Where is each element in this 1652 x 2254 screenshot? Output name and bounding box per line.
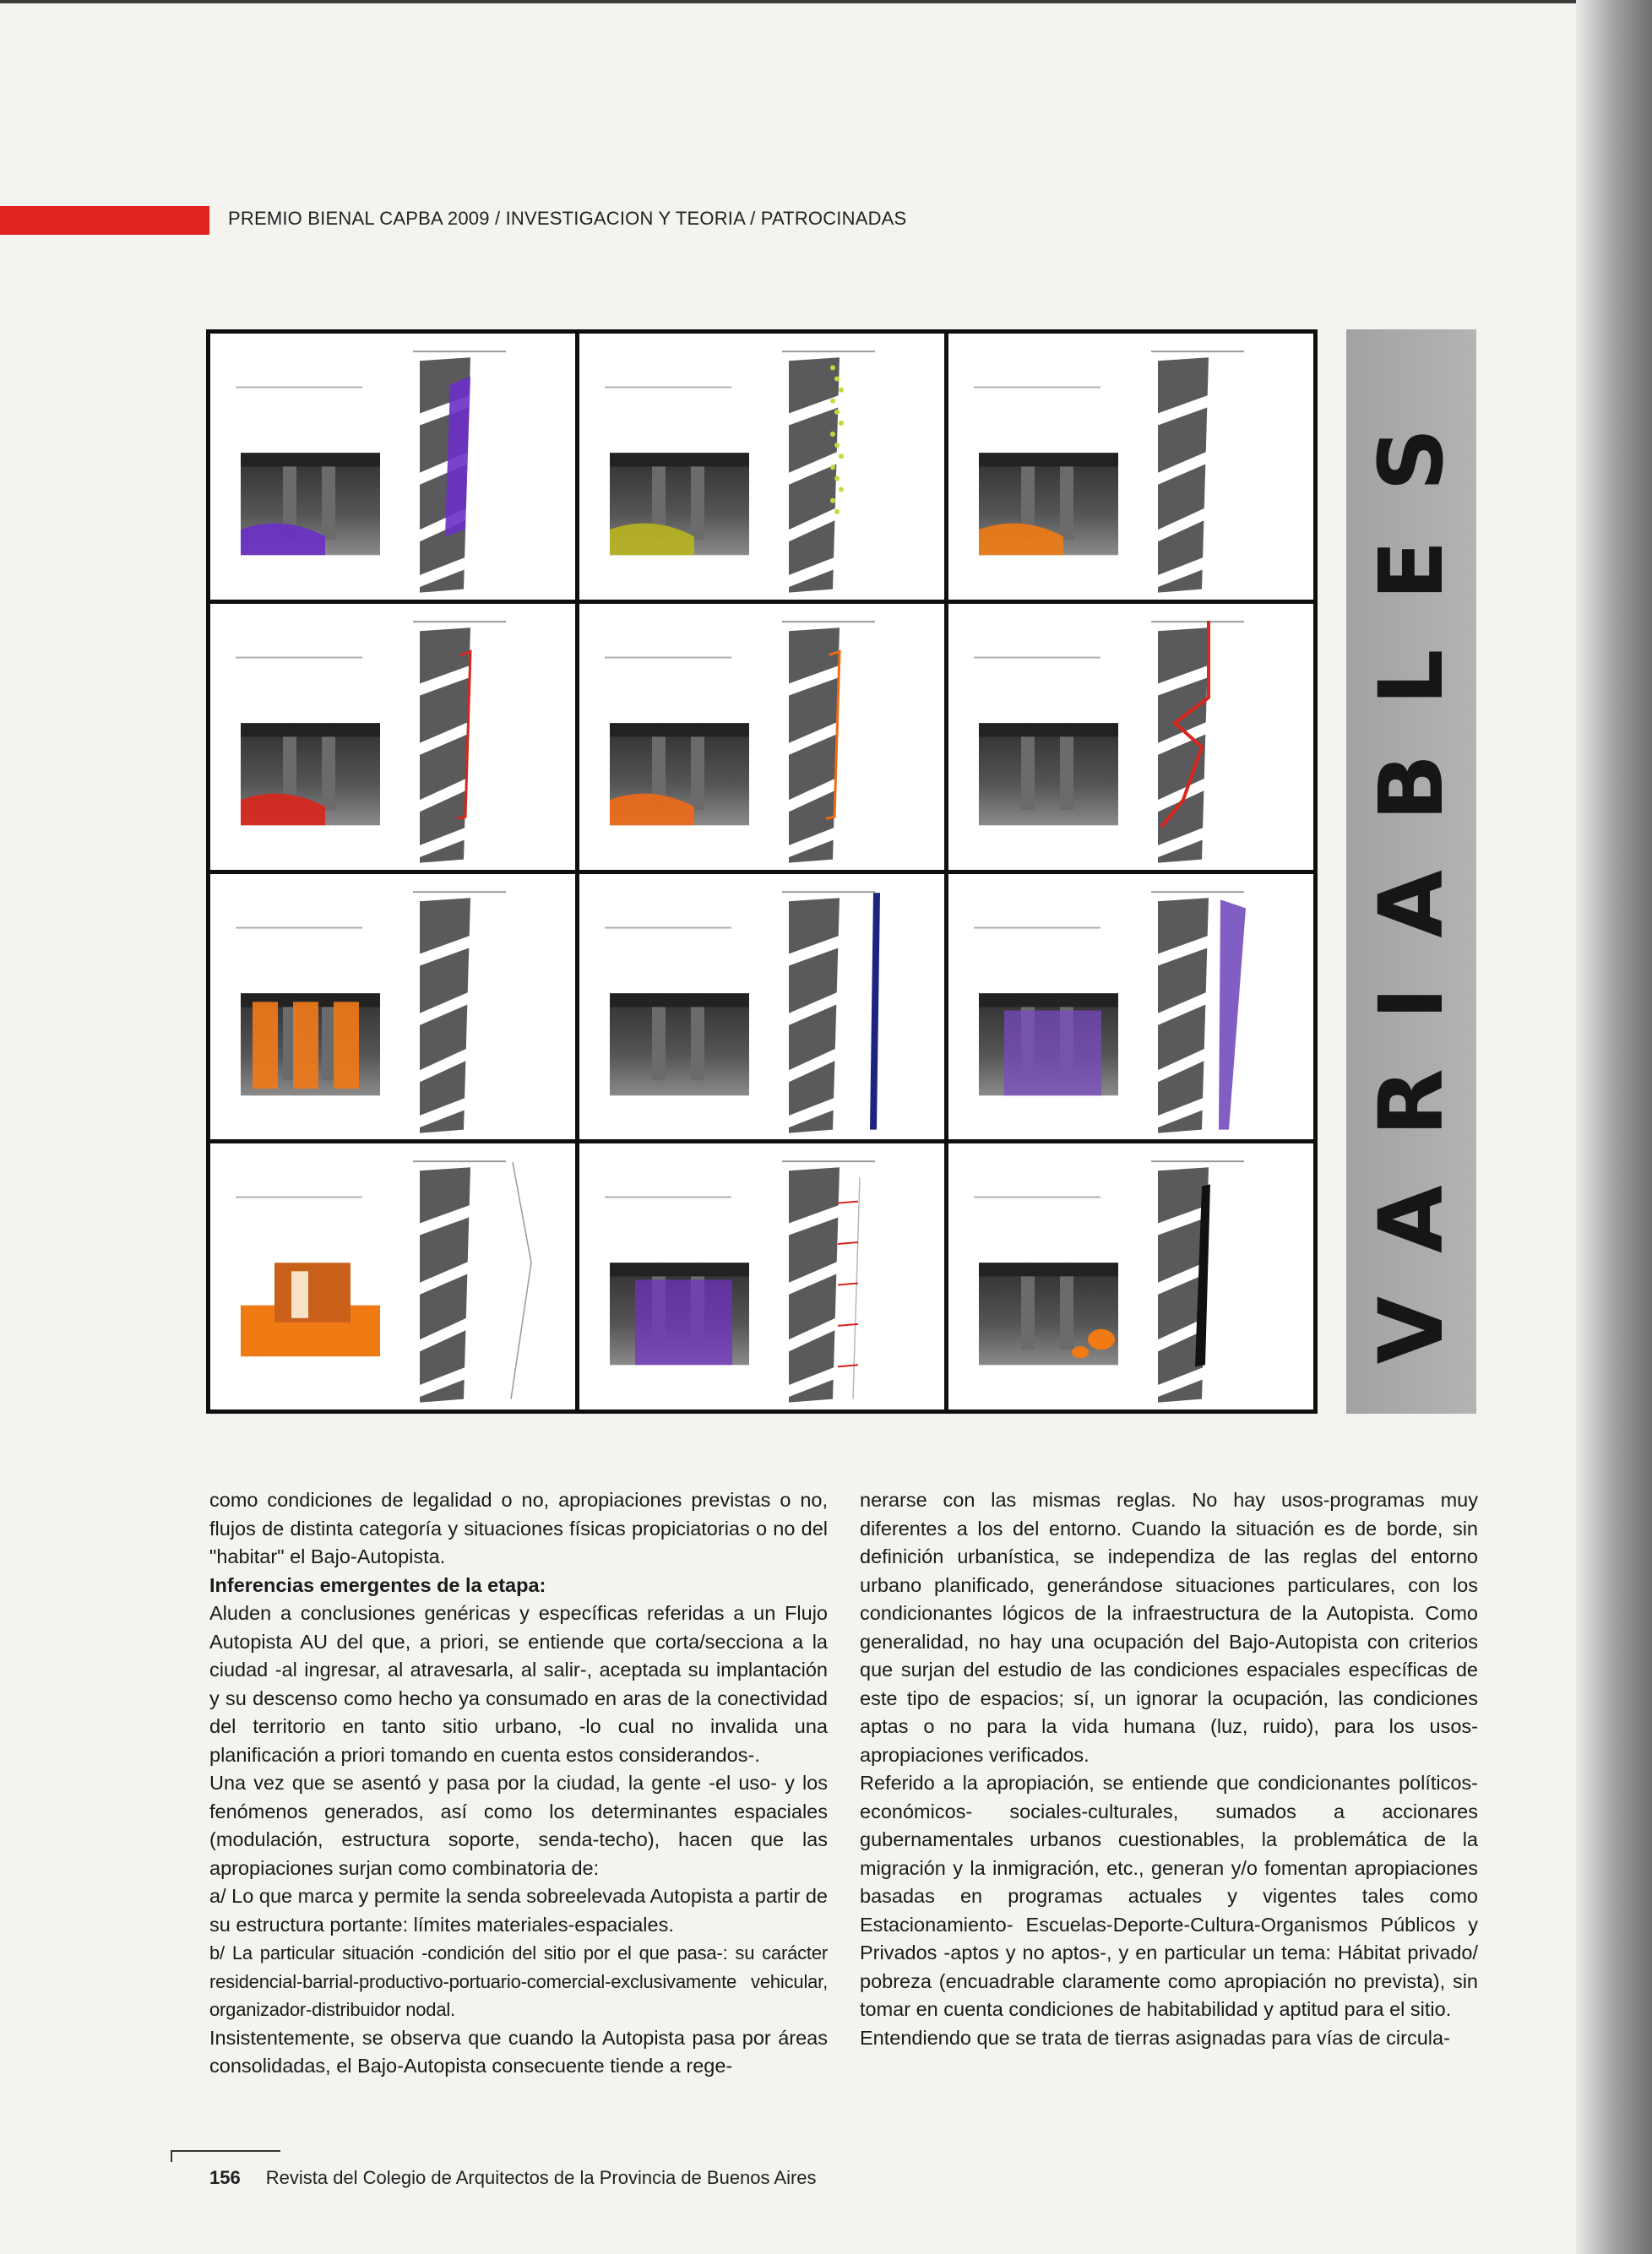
caption-line	[605, 1197, 731, 1198]
page-gutter-shadow	[1576, 0, 1652, 2254]
photo-deck	[979, 993, 1118, 1007]
caption-line	[1151, 1160, 1244, 1162]
underpass-photo	[979, 723, 1118, 825]
caption-line	[1151, 621, 1244, 622]
page-top-edge	[0, 0, 1652, 3]
variable-panel	[210, 874, 575, 1140]
caption-line	[413, 350, 506, 352]
variable-panel	[210, 604, 575, 870]
underpass-photo	[979, 1263, 1118, 1365]
caption-line	[236, 387, 362, 388]
photo-deck	[610, 453, 749, 466]
publication-name: Revista del Colegio de Arquitectos de la Provincia de Buenos Aires	[265, 2167, 817, 2188]
diagram-dot	[830, 498, 835, 503]
body-paragraph: Entendiendo que se trata de tierras asignadas para vías de circula-	[860, 2026, 1450, 2049]
diagram-dot	[834, 443, 840, 448]
caption-line	[413, 621, 506, 622]
photo-deck	[979, 723, 1118, 736]
body-paragraph: nerarse con las mismas reglas. No hay usos-programas muy diferentes a los del entorno. Cuando la situación es de borde, sin definición urbanística, se independiza de las reglas del entorno urbano planificado, generándose situaciones particulares, con los condicionantes lógicos de la infraestructura de la Autopista. Como generalidad, no hay una ocupación del Bajo-Autopista con criterios que surjan del estudio de las condiciones espaciales específicas de este tipo de espacios; sí, un ignorar la ocupación, las condiciones aptas o no para la vida humana (luz, ruido), para los usos-apropiaciones verificados.	[860, 1489, 1478, 1766]
underpass-photo	[610, 993, 749, 1095]
render-opening	[291, 1272, 308, 1318]
diagram-dot	[834, 475, 840, 481]
section-color-bar	[0, 206, 209, 235]
body-paragraph: Una vez que se asentó y pasa por la ciudad, la gente -el uso- y los fenómenos generados, así como los determinantes espaciales (modulación, estructura soporte, senda-techo), hacen que las apropiaciones surjan como combinatoria de:	[209, 1772, 828, 1879]
caption-line	[1151, 350, 1244, 352]
caption-line	[974, 1197, 1100, 1198]
appropriation-overlay	[635, 1280, 732, 1366]
diagram-highlight	[870, 893, 880, 1129]
footer-tick	[171, 2150, 172, 2162]
body-paragraph: Referido a la apropiación, se entiende que condicionantes políticos-económicos- sociales-culturales, sumados a accionares gubernamentales urbanos cuestionables, la problemática de la migración y la inmigración, etc., generan y/o fomentan apropiaciones basadas en programas actuales y vigentes tales como Estacionamiento- Escuelas-Deporte-Cultura-Organismos Públicos y Privados -aptos y no aptos-, y en particular un tema: Hábitat privado/ pobreza (encuadrable claramente como apropiación no prevista), sin tomar en cuenta condiciones de habitabilidad y aptitud para el sitio.	[860, 1772, 1478, 2020]
caption-line	[1151, 891, 1244, 893]
variable-panel	[948, 604, 1313, 870]
body-paragraph: como condiciones de legalidad o no, apropiaciones previstas o no, flujos de distinta categoría y situaciones físicas propiciatorias o no del "habitar" el Bajo-Autopista.	[209, 1489, 828, 1567]
caption-line	[782, 891, 875, 893]
body-paragraph: b/ La particular situación -condición del sitio por el que pasa-: su carácter residencial-barrial-productivo-portuario-comercial-exclusivamente vehicular, organizador-distribuidor nodal.	[209, 1942, 828, 2020]
variable-panel	[948, 1143, 1313, 1409]
variable-panel	[948, 334, 1313, 600]
caption-line	[974, 926, 1100, 928]
diagram-dot	[839, 487, 844, 492]
caption-line	[413, 1160, 506, 1162]
page-footer	[209, 2167, 817, 2189]
appropriation-overlay	[1004, 1010, 1101, 1095]
appropriation-overlay	[253, 1002, 278, 1089]
body-column-right	[860, 1486, 1478, 2052]
diagram-dot	[834, 376, 840, 381]
body-column-left	[209, 1486, 828, 2081]
diagram-dot	[834, 509, 840, 514]
variable-panel	[210, 334, 575, 600]
variables-figure-grid	[206, 329, 1318, 1414]
page-number: 156	[209, 2167, 241, 2188]
appropriation-overlay	[334, 1002, 359, 1089]
diagram-highlight	[1219, 899, 1246, 1129]
caption-line	[236, 926, 362, 928]
variable-panel	[210, 1143, 575, 1409]
diagram-rung	[838, 1202, 858, 1203]
body-paragraph: Aluden a conclusiones genéricas y específicas referidas a un Flujo Autopista AU del que, a priori, se entiende que corta/secciona a la ciudad -al ingresar, al atravesarla, al salir-, aceptada su implantación y su descenso como hecho ya consumado en aras de la conectividad del territorio en tanto sitio urbano, -lo cual no invalida una planificación a priori tomando en cuenta estos considerandos-.	[209, 1602, 828, 1766]
photo-deck	[610, 993, 749, 1007]
diagram-dot	[834, 410, 840, 415]
photo-deck	[979, 1263, 1118, 1276]
render-block	[274, 1263, 351, 1323]
caption-line	[236, 656, 362, 658]
footer-rule	[171, 2150, 280, 2152]
section-heading: Inferencias emergentes de la etapa:	[209, 1573, 546, 1596]
diagram-dot	[830, 365, 835, 370]
diagram-highlight	[511, 1162, 531, 1399]
caption-line	[782, 1160, 875, 1162]
photo-deck	[979, 453, 1118, 466]
appropriation-overlay	[1072, 1346, 1089, 1358]
variable-panel	[579, 874, 944, 1140]
sidebar-title-band	[1346, 329, 1476, 1414]
body-paragraph: Insistentemente, se observa que cuando la Autopista pasa por áreas consolidadas, el Bajo-Autopista consecuente tiende a rege-	[209, 2026, 828, 2077]
photo-deck	[610, 723, 749, 736]
diagram-dot	[839, 421, 844, 426]
caption-line	[413, 891, 506, 893]
variable-panel	[579, 604, 944, 870]
diagram-rung	[838, 1242, 858, 1244]
appropriation-overlay	[1088, 1329, 1115, 1350]
caption-line	[605, 926, 731, 928]
caption-line	[605, 387, 731, 388]
diagram-dot	[830, 399, 835, 404]
photo-deck	[241, 723, 380, 736]
variable-panel	[948, 874, 1313, 1140]
caption-line	[605, 656, 731, 658]
body-paragraph: a/ Lo que marca y permite la senda sobreelevada Autopista a partir de su estructura portante: límites materiales-espaciales.	[209, 1885, 828, 1936]
caption-line	[974, 656, 1100, 658]
caption-line	[782, 350, 875, 352]
caption-line	[974, 387, 1100, 388]
sidebar-title: VARIABLES	[1360, 378, 1463, 1365]
variable-panel	[579, 1143, 944, 1409]
photo-deck	[241, 453, 380, 466]
caption-line	[236, 1197, 362, 1198]
diagram-dot	[839, 454, 844, 459]
appropriation-overlay	[293, 1002, 318, 1089]
caption-line	[782, 621, 875, 622]
diagram-dot	[830, 464, 835, 470]
diagram-rung	[838, 1284, 858, 1285]
diagram-dot	[830, 432, 835, 437]
diagram-dot	[839, 388, 844, 393]
variable-panel	[579, 334, 944, 600]
photo-deck	[610, 1263, 749, 1276]
running-head: PREMIO BIENAL CAPBA 2009 / INVESTIGACION Y TEORIA / PATROCINADAS	[228, 208, 907, 229]
